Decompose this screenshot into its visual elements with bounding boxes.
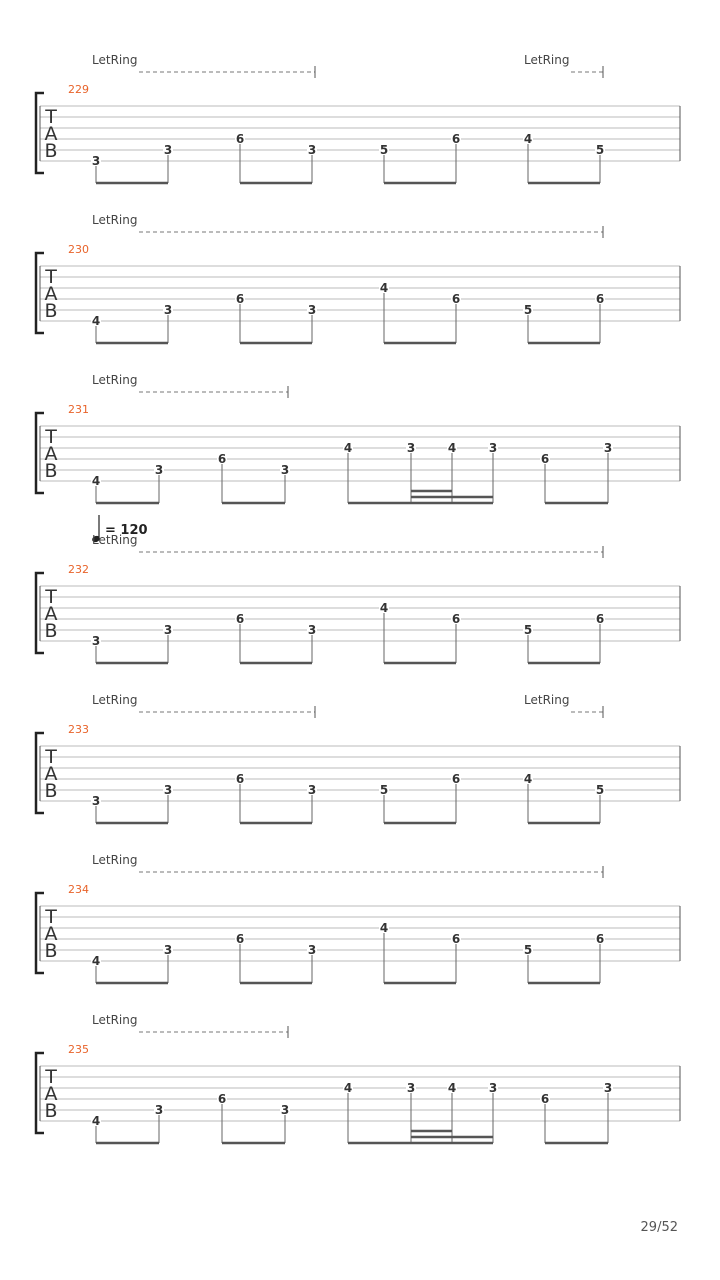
tab-clef-letter: A [44,1083,58,1105]
fret-number: 4 [447,1081,457,1095]
page-number: 29/52 [640,1220,678,1235]
fret-number: 6 [595,612,605,626]
let-ring-label: LetRing [92,373,138,387]
fret-number: 3 [91,794,101,808]
fret-number: 6 [595,292,605,306]
fret-number: 4 [343,441,353,455]
fret-number: 3 [163,943,173,957]
tab-clef-letter: A [44,123,58,145]
fret-number: 5 [379,783,389,797]
fret-number: 3 [280,463,290,477]
fret-number: 3 [603,1081,613,1095]
fret-number: 3 [163,623,173,637]
fret-number: 3 [154,1103,164,1117]
fret-number: 4 [447,441,457,455]
fret-number: 3 [163,783,173,797]
fret-number: 3 [406,1081,416,1095]
bar-number: 231 [68,403,89,416]
fret-number: 3 [307,303,317,317]
tab-clef-letter: A [44,283,58,305]
fret-number: 6 [217,452,227,466]
let-ring-label: LetRing [92,1013,138,1027]
fret-number: 4 [91,474,101,488]
tab-clef-letter: T [45,586,57,608]
tempo-marking: = 120 [105,523,148,538]
fret-number: 6 [217,1092,227,1106]
fret-number: 6 [451,612,461,626]
fret-number: 6 [235,292,245,306]
fret-number: 6 [235,932,245,946]
fret-number: 4 [523,132,533,146]
tab-clef-letter: B [44,140,58,162]
fret-number: 6 [540,452,550,466]
fret-number: 3 [307,943,317,957]
fret-number: 6 [451,132,461,146]
tab-clef-letter: T [45,746,57,768]
fret-number: 3 [307,783,317,797]
fret-number: 3 [163,303,173,317]
fret-number: 4 [379,601,389,615]
fret-number: 3 [488,441,498,455]
fret-number: 3 [163,143,173,157]
let-ring-label: LetRing [92,213,138,227]
tab-clef-letter: T [45,906,57,928]
tab-clef-letter: T [45,266,57,288]
let-ring-label: LetRing [524,53,570,67]
tab-clef-letter: T [45,426,57,448]
fret-number: 5 [523,303,533,317]
fret-number: 3 [406,441,416,455]
tab-clef-letter: B [44,300,58,322]
fret-number: 4 [379,281,389,295]
tab-clef-letter: B [44,940,58,962]
fret-number: 5 [523,943,533,957]
fret-number: 5 [595,143,605,157]
fret-number: 4 [91,1114,101,1128]
fret-number: 6 [595,932,605,946]
tab-clef-letter: B [44,460,58,482]
fret-number: 5 [595,783,605,797]
fret-number: 6 [451,772,461,786]
tab-clef-letter: A [44,443,58,465]
tab-clef-letter: B [44,1100,58,1122]
fret-number: 6 [540,1092,550,1106]
let-ring-label: LetRing [92,853,138,867]
tab-clef-letter: B [44,620,58,642]
tab-clef-letter: A [44,923,58,945]
tab-clef-letter: T [45,106,57,128]
fret-number: 4 [343,1081,353,1095]
tab-clef-letter: A [44,603,58,625]
fret-number: 3 [307,623,317,637]
bar-number: 235 [68,1043,89,1056]
fret-number: 3 [91,634,101,648]
fret-number: 4 [523,772,533,786]
fret-number: 4 [91,954,101,968]
fret-number: 6 [451,932,461,946]
fret-number: 3 [154,463,164,477]
fret-number: 3 [603,441,613,455]
tab-clef-letter: B [44,780,58,802]
fret-number: 6 [235,772,245,786]
fret-number: 5 [379,143,389,157]
tab-clef-letter: A [44,763,58,785]
fret-number: 3 [280,1103,290,1117]
fret-number: 4 [91,314,101,328]
bar-number: 233 [68,723,89,736]
fret-number: 3 [488,1081,498,1095]
bar-number: 232 [68,563,89,576]
bar-number: 230 [68,243,89,256]
fret-number: 6 [451,292,461,306]
let-ring-label: LetRing [92,693,138,707]
bar-number: 229 [68,83,89,96]
fret-number: 3 [91,154,101,168]
fret-number: 4 [379,921,389,935]
bar-number: 234 [68,883,89,896]
fret-number: 3 [307,143,317,157]
let-ring-label: LetRing [92,533,138,547]
fret-number: 6 [235,612,245,626]
let-ring-label: LetRing [92,53,138,67]
tab-clef-letter: T [45,1066,57,1088]
let-ring-label: LetRing [524,693,570,707]
fret-number: 6 [235,132,245,146]
fret-number: 5 [523,623,533,637]
